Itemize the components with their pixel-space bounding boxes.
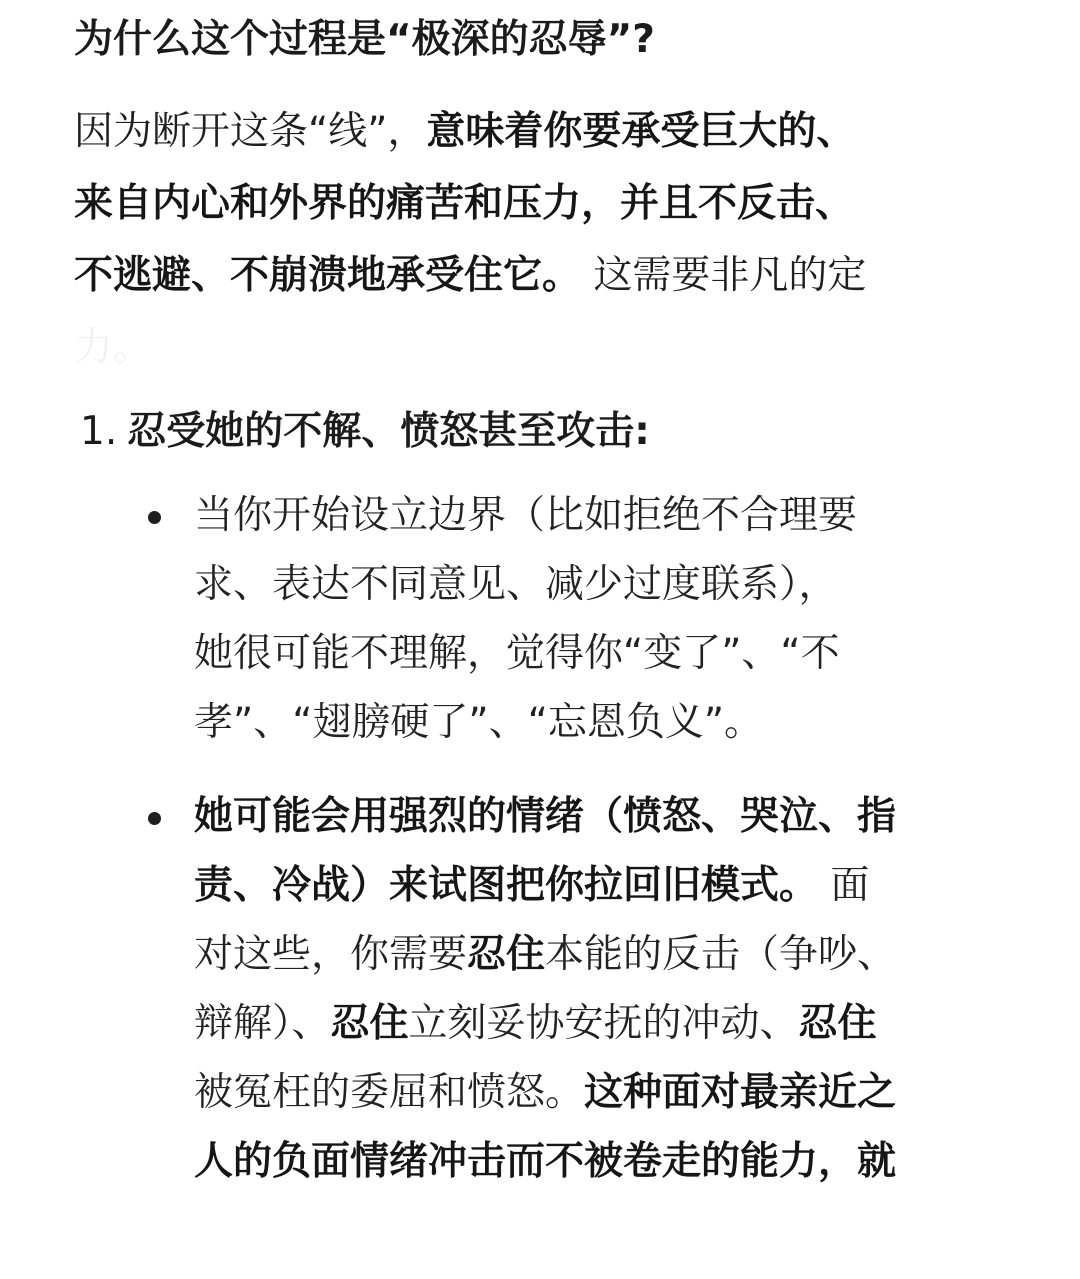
bullet-emphasis: 她可能会用强烈的情绪（愤怒、哭泣、指 — [194, 794, 897, 839]
bullet-text: 辩解）、 — [194, 1001, 331, 1046]
bullet-emphasis: 责、冷战）来试图把你拉回旧模式。 — [194, 863, 819, 908]
bullet-line — [194, 851, 1034, 920]
bullet-item-2 — [194, 782, 1034, 1196]
bullet-dot-icon — [148, 812, 161, 825]
list-number: 1. — [80, 409, 118, 454]
intro-line-4-faded: 力。 — [74, 325, 153, 370]
bullet-line — [194, 920, 1034, 989]
bullet-line: 求、表达不同意见、减少过度联系）， — [194, 562, 838, 607]
bullet-line: 孝”、“翅膀硬了”、“忘恩负义”。 — [194, 700, 764, 745]
intro-text: 因为断开这条“线”， — [74, 109, 427, 154]
intro-line-1 — [74, 96, 1014, 168]
bullet-line: 她很可能不理解，觉得你“变了”、“不 — [194, 631, 840, 676]
bullet-text: 本能的反击（争吵、 — [545, 932, 897, 977]
bullet-text: 立刻妥协安抚的冲动、 — [408, 1001, 799, 1046]
bullet-line — [194, 989, 1034, 1058]
bullet-line — [194, 1127, 1034, 1196]
bullet-line — [194, 782, 1034, 851]
intro-line-2 — [74, 168, 1014, 240]
bullet-emphasis: 这种面对最亲近之 — [584, 1070, 897, 1115]
intro-emphasis: 意味着你要承受巨大的、 — [426, 109, 856, 154]
bullet-item-1 — [194, 481, 1034, 757]
intro-paragraph — [74, 96, 1014, 384]
list-item-title: 忍受她的不解、愤怒甚至攻击: — [127, 409, 650, 454]
bullet-dot-icon — [148, 511, 161, 524]
intro-emphasis: 来自内心和外界的痛苦和压力，并且不反击、 — [74, 181, 855, 226]
bullet-line: 当你开始设立边界（比如拒绝不合理要 — [194, 493, 858, 538]
section-heading: 为什么这个过程是“极深的忍辱”? — [74, 17, 655, 62]
intro-text: 这需要非凡的定 — [581, 253, 867, 298]
bullet-text: 被冤枉的委屈和愤怒。 — [194, 1070, 585, 1115]
numbered-list-item — [80, 402, 650, 462]
bullet-emphasis: 忍住 — [798, 1001, 877, 1046]
intro-emphasis: 不逃避、不崩溃地承受住它。 — [74, 253, 582, 298]
intro-line-3 — [74, 240, 1014, 312]
bullet-emphasis: 忍住 — [330, 1001, 409, 1046]
bullet-text: 对这些，你需要 — [194, 932, 468, 977]
bullet-line — [194, 1058, 1034, 1127]
bullet-emphasis: 忍住 — [467, 932, 546, 977]
bullet-emphasis: 人的负面情绪冲击而不被卷走的能力，就 — [194, 1139, 897, 1184]
bullet-text: 面 — [818, 863, 870, 908]
